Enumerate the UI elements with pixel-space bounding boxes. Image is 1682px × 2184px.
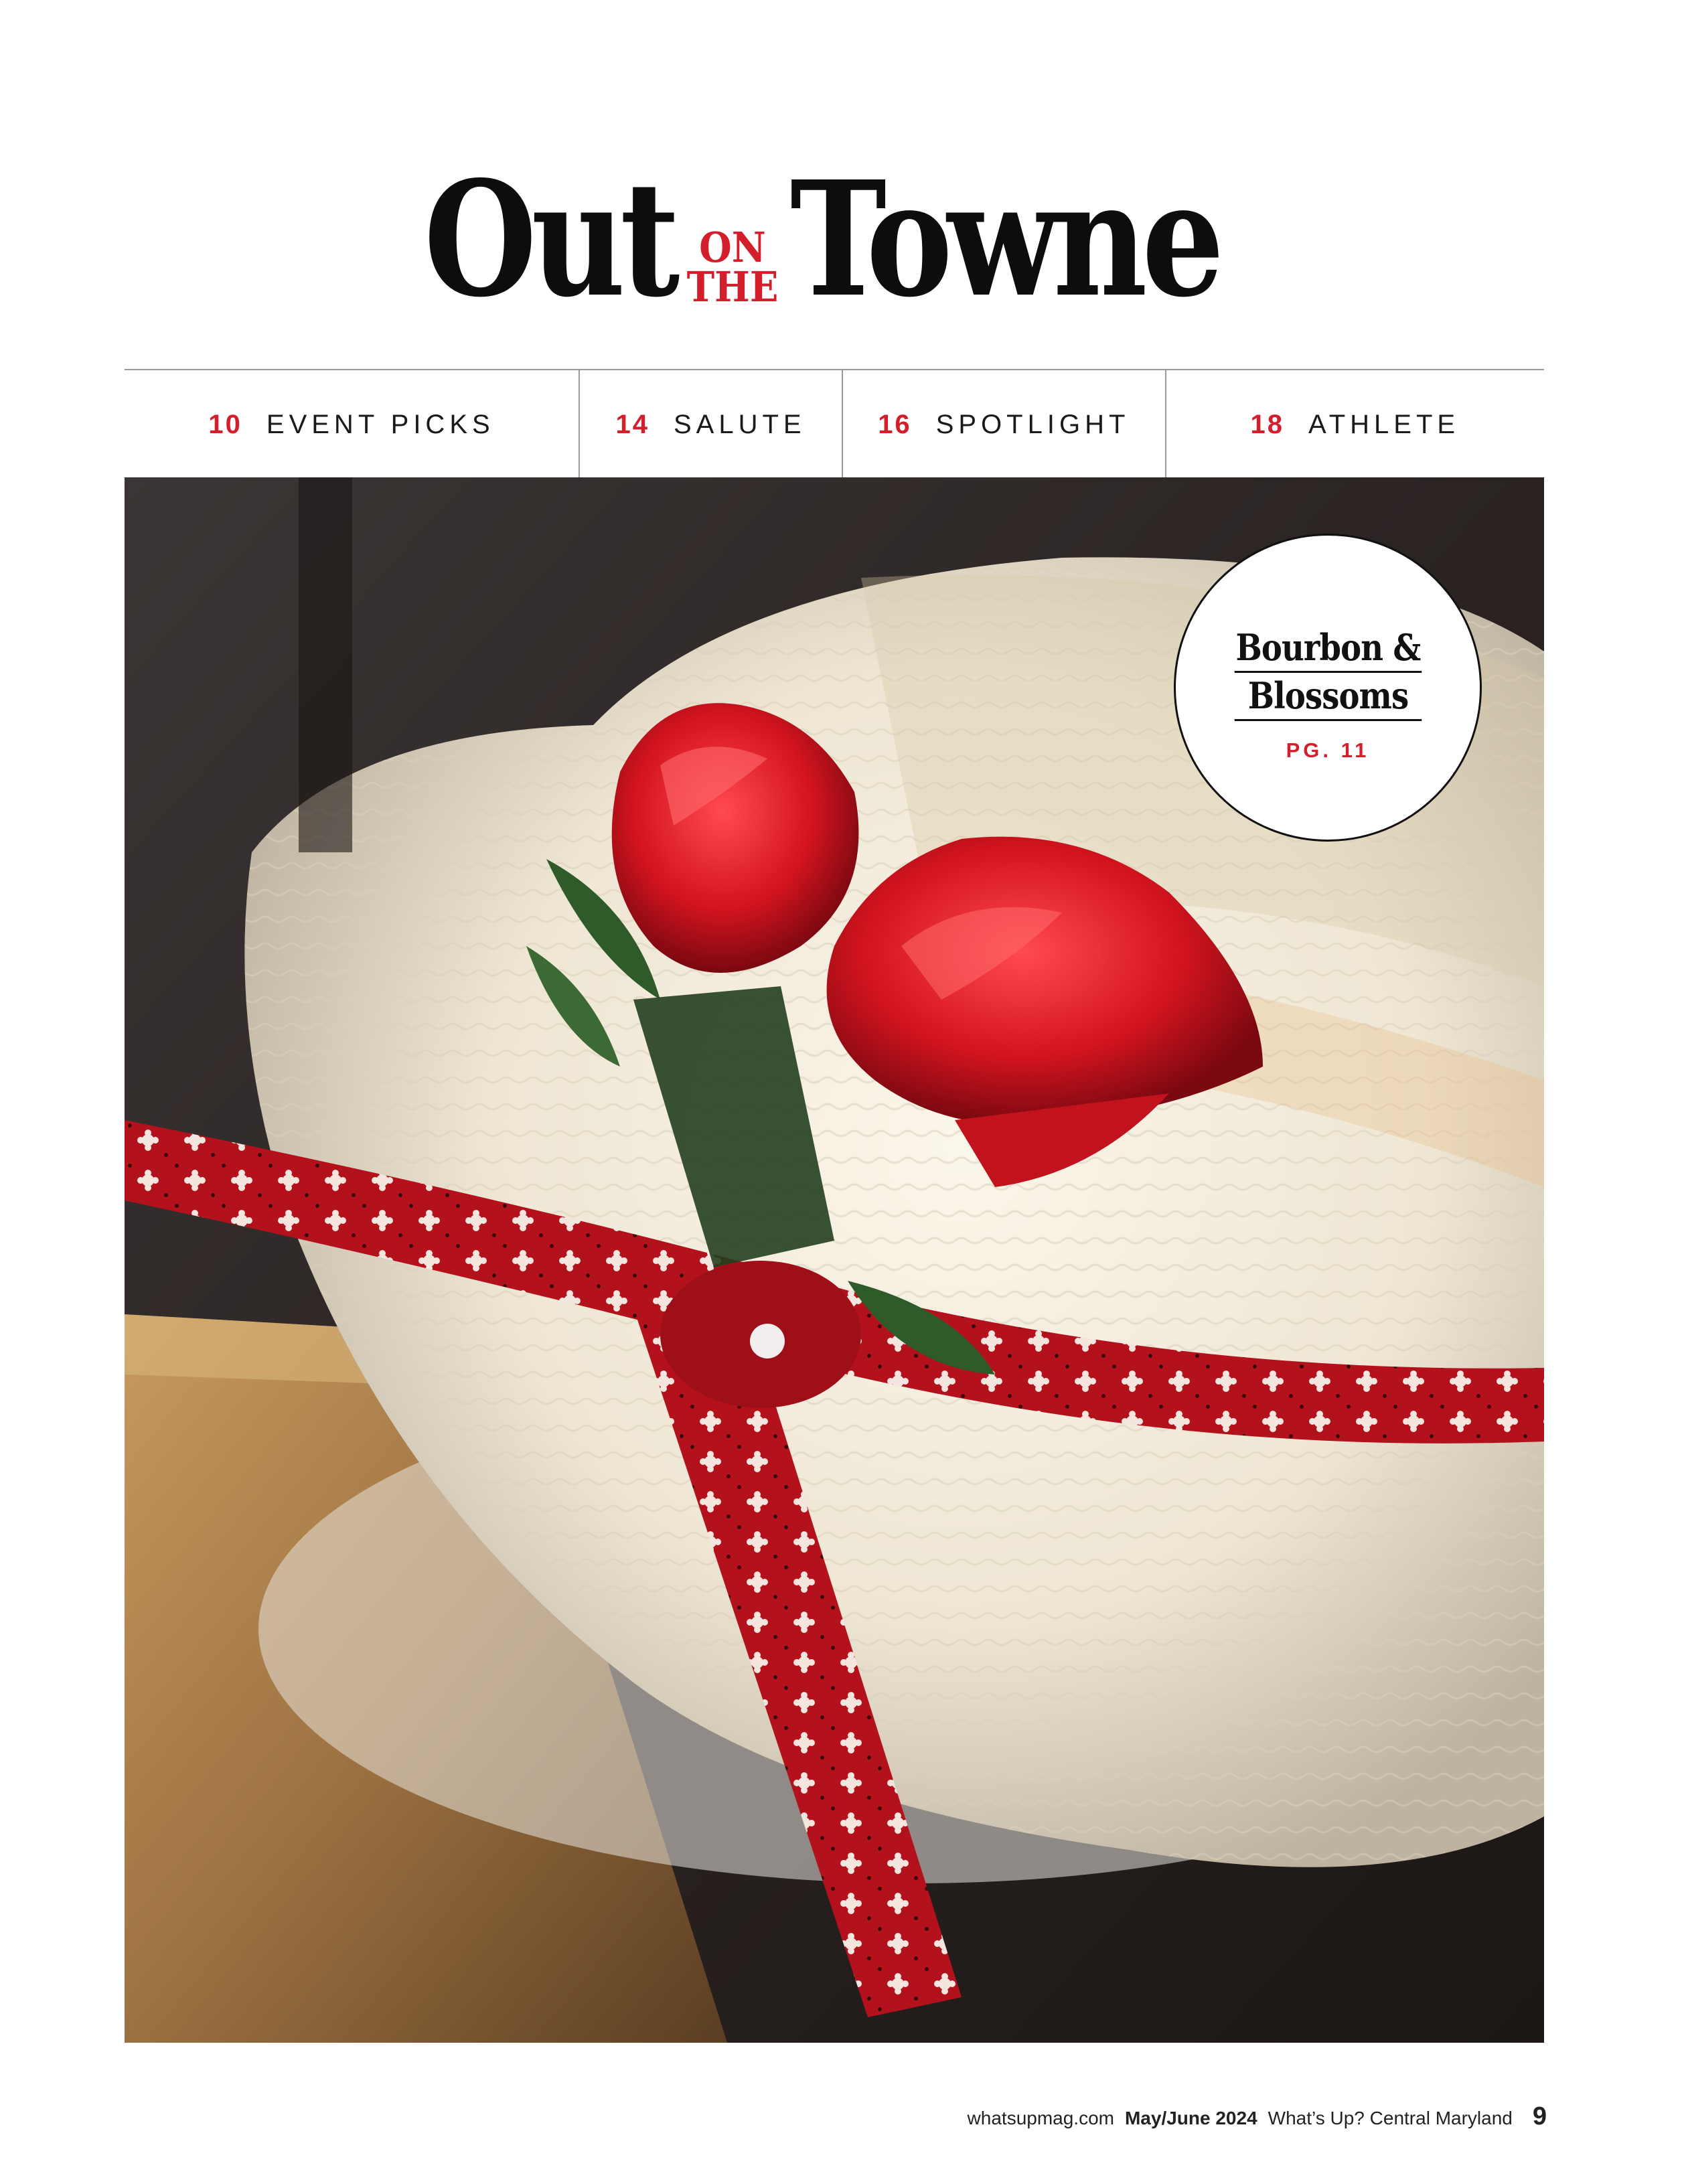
masthead-word-out: Out — [424, 146, 675, 332]
page-number: 9 — [1532, 2102, 1547, 2130]
nav-label: EVENT PICKS — [266, 409, 495, 439]
nav-item-athlete[interactable] — [1166, 370, 1544, 479]
masthead-the: THE — [686, 262, 779, 312]
footer-issue: May/June 2024 — [1124, 2108, 1257, 2128]
nav-page-number: 16 — [878, 409, 912, 439]
feature-badge-page: PG. 11 — [1286, 738, 1370, 763]
section-nav — [125, 369, 1544, 479]
nav-item-event-picks[interactable] — [125, 370, 580, 479]
nav-item-salute[interactable] — [580, 370, 843, 479]
masthead-on: ON — [698, 223, 766, 272]
feature-badge-title-line: Blossoms — [1234, 673, 1421, 721]
feature-badge-title — [1234, 625, 1421, 721]
nav-label: SPOTLIGHT — [935, 409, 1130, 439]
masthead-word-towne: Towne — [789, 146, 1219, 332]
nav-page-number: 18 — [1250, 409, 1285, 439]
footer-site[interactable]: whatsupmag.com — [967, 2108, 1114, 2128]
feature-badge-title-line: Bourbon & — [1234, 625, 1421, 673]
nav-item-spotlight[interactable] — [843, 370, 1166, 479]
page-footer — [968, 2102, 1547, 2131]
footer-publication: What’s Up? Central Maryland — [1268, 2108, 1513, 2128]
nav-label: SALUTE — [673, 409, 806, 439]
feature-badge[interactable] — [1174, 534, 1482, 842]
masthead — [0, 144, 1682, 332]
nav-page-number: 10 — [208, 409, 242, 439]
nav-label: ATHLETE — [1308, 409, 1460, 439]
masthead-on-the — [686, 223, 779, 312]
nav-page-number: 14 — [615, 409, 649, 439]
